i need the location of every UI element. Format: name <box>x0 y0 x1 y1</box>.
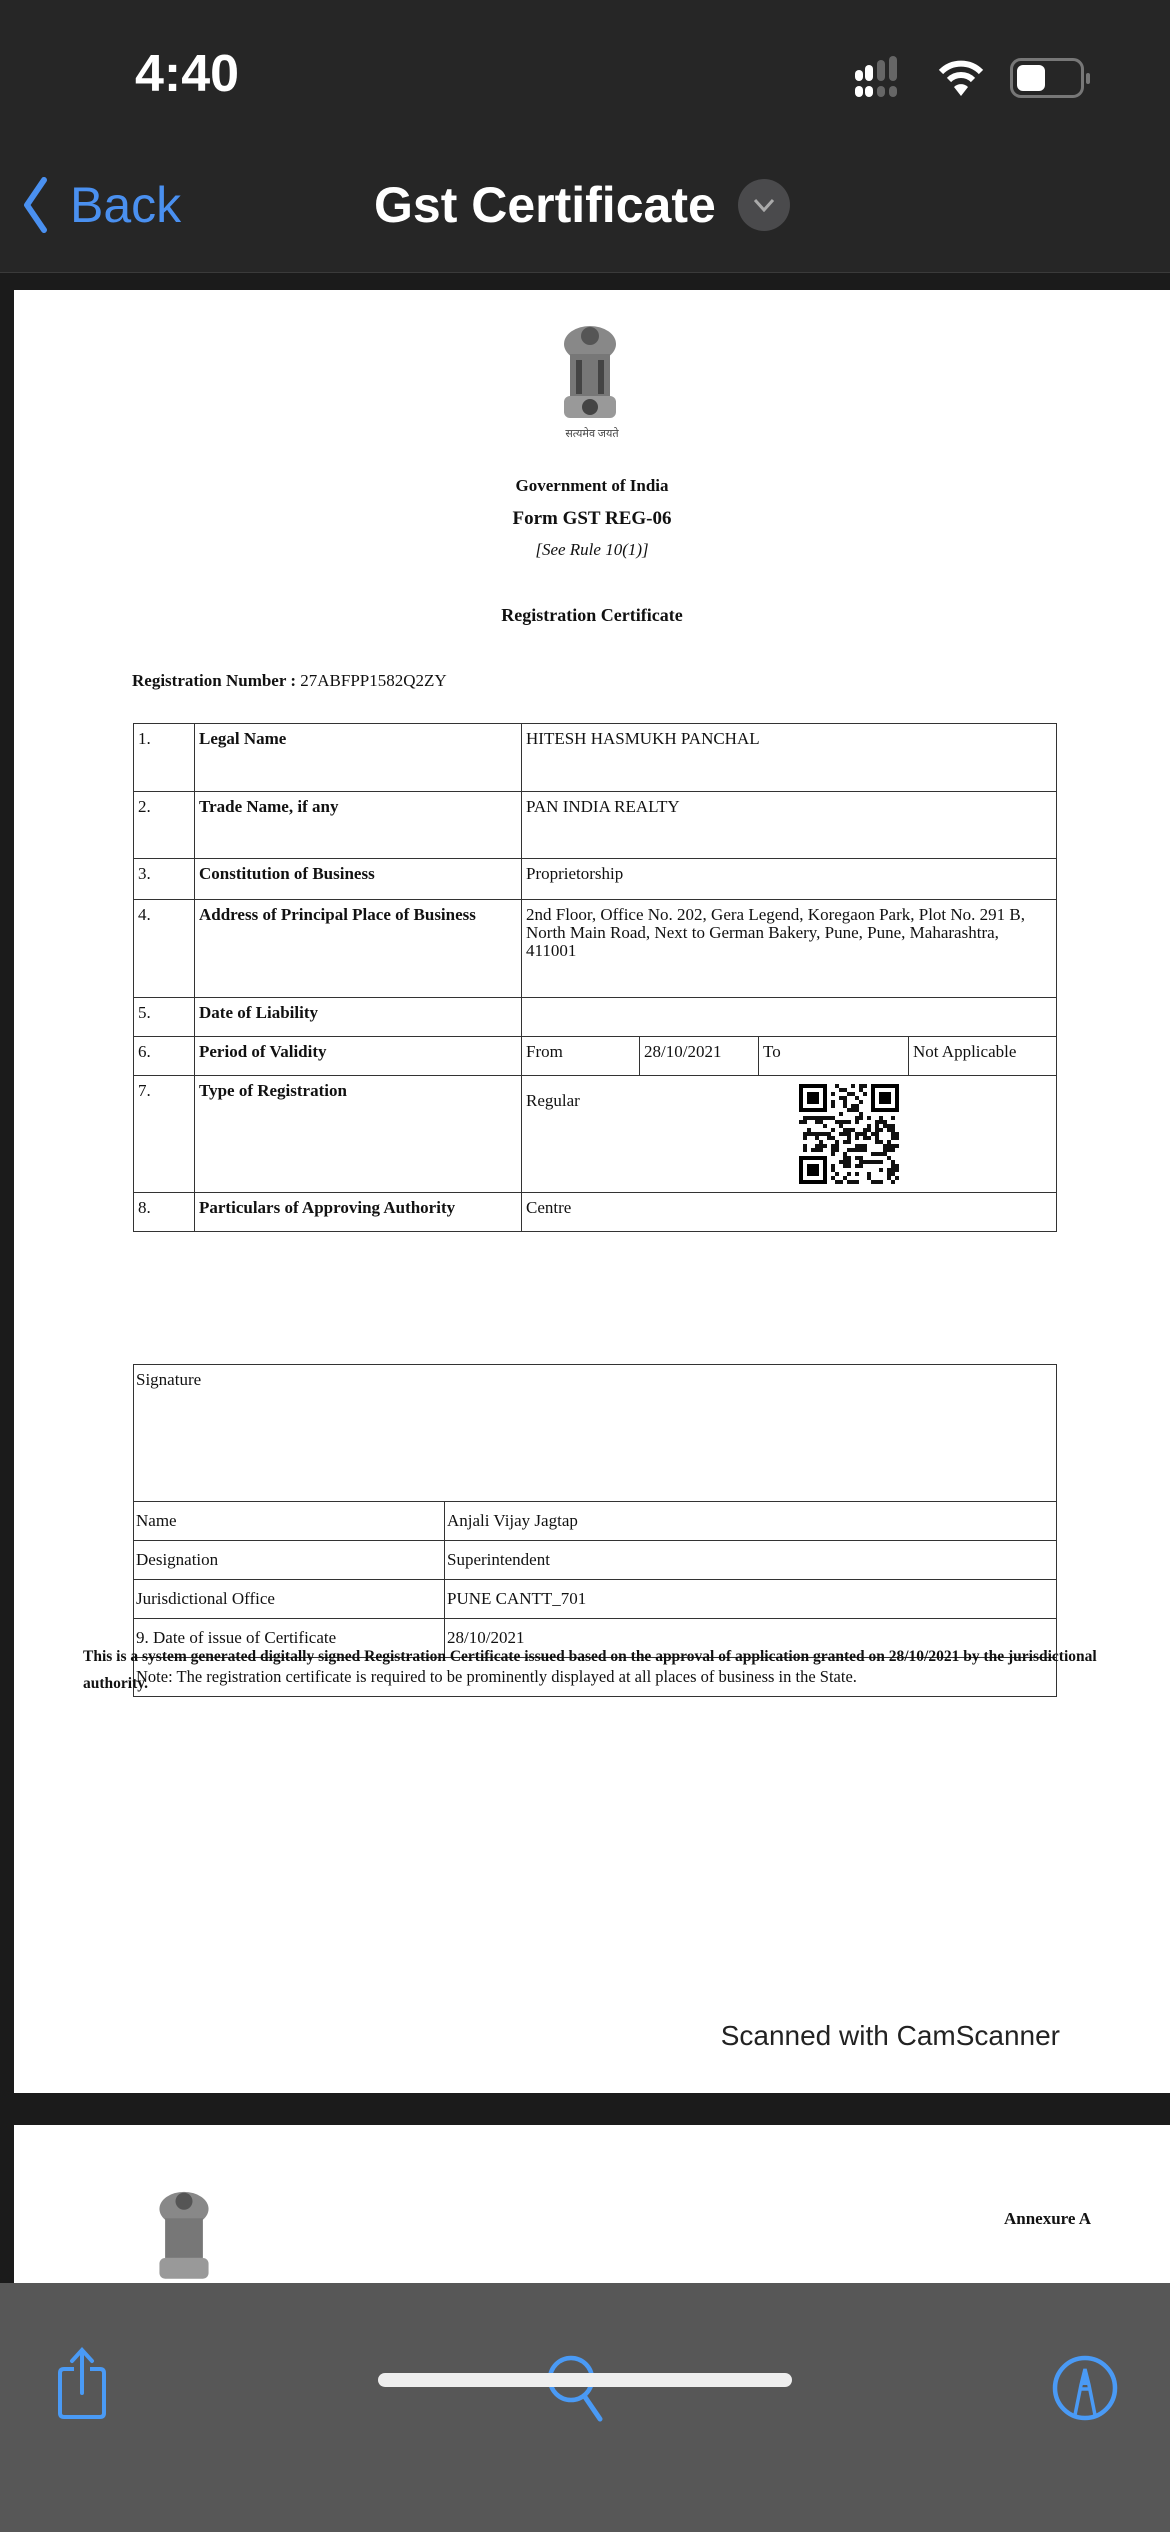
officer-value: Superintendent <box>445 1541 1057 1580</box>
form-title: Form GST REG-06 <box>512 508 672 529</box>
row-label: Period of Validity <box>195 1037 522 1076</box>
validity-from-label: From <box>522 1037 640 1076</box>
camscanner-watermark: Scanned with CamScanner <box>720 2020 1060 2051</box>
row-label: Constitution of Business <box>195 859 522 900</box>
registration-number-label: Registration Number : <box>132 671 296 690</box>
row-number: 8. <box>134 1193 195 1232</box>
officer-value: 28/10/2021 <box>445 1619 1057 1658</box>
back-button[interactable] <box>22 176 181 234</box>
validity-to-date: Not Applicable <box>909 1037 1057 1076</box>
qr-code <box>799 1084 899 1184</box>
validity-to-label: To <box>759 1037 909 1076</box>
officer-value: PUNE CANTT_701 <box>445 1580 1057 1619</box>
home-indicator[interactable] <box>378 2373 792 2387</box>
officer-label: Jurisdictional Office <box>134 1580 445 1619</box>
search-icon[interactable] <box>545 2353 615 2423</box>
row-number: 5. <box>134 998 195 1037</box>
emblem-motto: सत्यमेव जयते <box>565 428 619 440</box>
digital-signature-footer: This is a system generated digitally signed Registration Certificate issued based on the approval of application granted on 28/10/2021 by the jurisdictional authority. <box>83 1648 1097 1692</box>
status-time: 4:40 <box>135 45 240 103</box>
table-row <box>134 1037 1057 1076</box>
national-emblem-icon <box>554 322 626 432</box>
bottom-toolbar <box>0 2283 1170 2532</box>
row-value: HITESH HASMUKH PANCHAL <box>522 724 1057 792</box>
registration-number-value: 27ABFPP1582Q2ZY <box>300 671 447 690</box>
signature-box: Signature <box>134 1365 1057 1502</box>
markup-icon[interactable] <box>1048 2351 1122 2425</box>
row-label: Date of Liability <box>195 998 522 1037</box>
table-row <box>134 998 1057 1037</box>
row-label: Trade Name, if any <box>195 792 522 859</box>
row-value: 2nd Floor, Office No. 202, Gera Legend, Koregaon Park, Plot No. 291 B, North Main Road, Next to German Bakery, Pune, Pune, Maharashtra, 411001 <box>522 900 1057 998</box>
row-number: 4. <box>134 900 195 998</box>
row-number: 1. <box>134 724 195 792</box>
document-title: Gst Certificate <box>374 177 716 233</box>
nav-bar <box>0 150 1170 273</box>
national-emblem-icon <box>150 2185 218 2295</box>
row-value: Centre <box>522 1193 1057 1232</box>
share-icon[interactable] <box>54 2347 114 2421</box>
table-row <box>134 1193 1057 1232</box>
officer-value: Anjali Vijay Jagtap <box>445 1502 1057 1541</box>
battery-icon <box>1010 58 1084 98</box>
pdf-page-2 <box>14 2125 1170 2295</box>
row-number: 7. <box>134 1076 195 1193</box>
row-number: 3. <box>134 859 195 900</box>
row-label: Particulars of Approving Authority <box>195 1193 522 1232</box>
officer-label: Name <box>134 1502 445 1541</box>
table-row <box>134 724 1057 792</box>
certificate-note: Note: The registration certificate is required to be prominently displayed at all places of business in the State. <box>134 1658 1057 1697</box>
row-number: 6. <box>134 1037 195 1076</box>
row-label: Type of Registration <box>195 1076 522 1193</box>
registration-number <box>132 671 447 691</box>
rule-reference: [See Rule 10(1)] <box>535 540 649 559</box>
annexure-label: Annexure A <box>1004 2209 1092 2228</box>
registration-details-table <box>133 723 1057 1232</box>
row-value <box>522 998 1057 1037</box>
table-row <box>134 792 1057 859</box>
back-label: Back <box>70 177 182 233</box>
validity-from-date: 28/10/2021 <box>640 1037 759 1076</box>
status-bar <box>0 0 1170 150</box>
pdf-page-1 <box>14 290 1170 2093</box>
chevron-left-icon <box>22 177 48 233</box>
signal-icon <box>855 56 919 98</box>
officer-label: Designation <box>134 1541 445 1580</box>
row-value: Regular <box>526 1091 580 1110</box>
wifi-icon <box>938 58 984 98</box>
table-row <box>134 900 1057 998</box>
row-number: 2. <box>134 792 195 859</box>
row-label: Legal Name <box>195 724 522 792</box>
document-title-menu[interactable] <box>374 176 790 234</box>
row-label: Address of Principal Place of Business <box>195 900 522 998</box>
table-row <box>134 859 1057 900</box>
table-row <box>134 1076 1057 1193</box>
certificate-heading: Registration Certificate <box>501 605 683 625</box>
chevron-down-icon[interactable] <box>738 179 790 231</box>
officer-label: 9. Date of issue of Certificate <box>134 1619 445 1658</box>
row-value: Proprietorship <box>522 859 1057 900</box>
government-title: Government of India <box>515 476 669 495</box>
row-value: PAN INDIA REALTY <box>522 792 1057 859</box>
